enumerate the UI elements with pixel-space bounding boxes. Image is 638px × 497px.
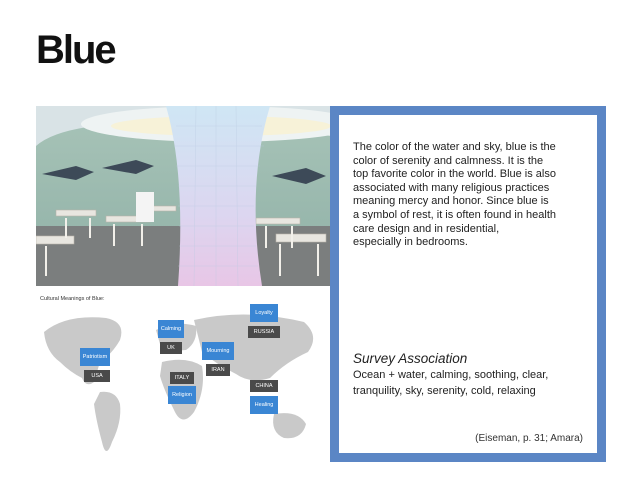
map-label-uk: UK (160, 342, 182, 354)
citation: (Eiseman, p. 31; Amara) (475, 433, 583, 444)
map-label-italy: ITALY (170, 372, 194, 384)
map-label-russia: RUSSIA (248, 326, 280, 338)
survey-title: Survey Association (353, 351, 468, 366)
map-label-china-meaning: Healing (250, 396, 278, 414)
map-label-china: CHINA (250, 380, 278, 392)
description-panel (330, 106, 606, 462)
map-label-italy-meaning: Religion (168, 386, 196, 404)
map-label-usa-meaning: Patriotism (80, 348, 110, 366)
map-label-uk-meaning: Calming (158, 320, 184, 338)
map-label-iran-meaning: Mourning (202, 342, 234, 360)
world-map (36, 292, 326, 482)
map-label-usa: USA (84, 370, 110, 382)
map-title: Cultural Meanings of Blue: (40, 296, 105, 302)
map-label-russia-meaning: Loyalty (250, 304, 278, 322)
interior-photo (36, 106, 330, 286)
survey-associations: Ocean + water, calming, soothing, clear, tranquility, sky, serenity, cold, relaxing (353, 369, 549, 397)
map-label-iran: IRAN (206, 364, 230, 376)
color-description: The color of the water and sky, blue is the color of serenity and calmness. It is the top favorite color in the world. Blue is also associated with many religious practices meaning mercy and honor. Since blue is a symbol of rest, it is often found in health care design and in residential, especially in bedrooms. (353, 141, 557, 249)
slide-title: Blue (36, 28, 115, 72)
